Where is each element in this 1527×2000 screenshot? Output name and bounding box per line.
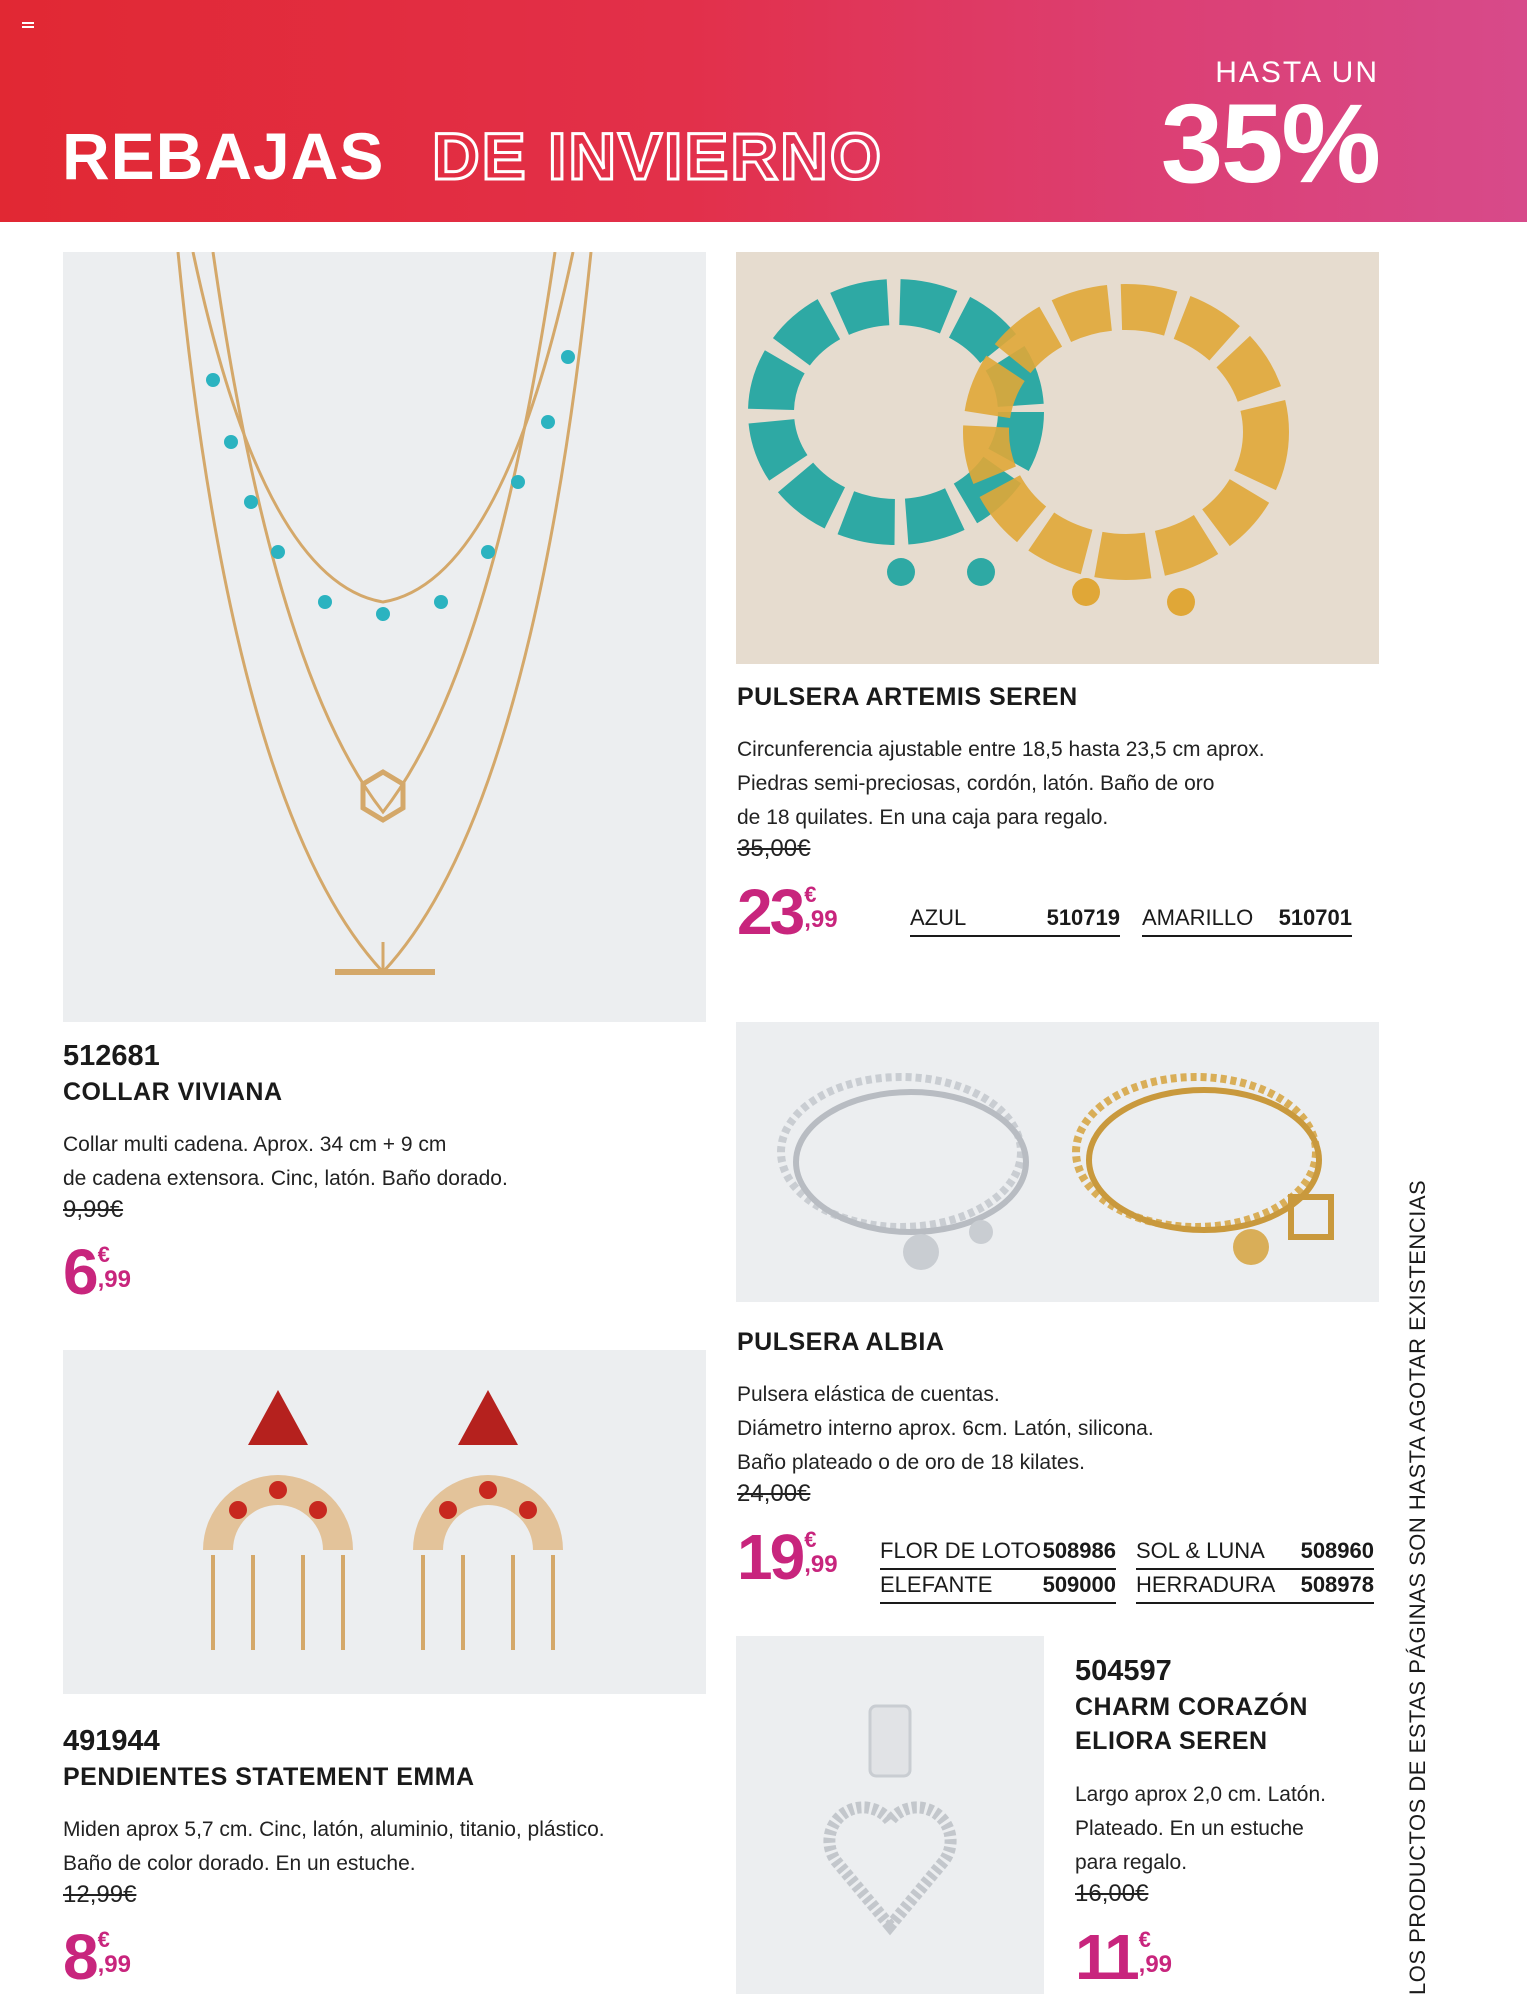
necklace-image <box>63 252 706 1022</box>
banner-title-bold: REBAJAS <box>62 119 385 193</box>
charm-price-cents: ,99 <box>1138 1951 1173 1978</box>
variant-name: HERRADURA <box>1136 1572 1276 1597</box>
artemis-name: PULSERA ARTEMIS SEREN <box>737 683 1078 711</box>
bracelets-silver-gold-image <box>736 1022 1379 1302</box>
emma-desc-2: Baño de color dorado. En un estuche. <box>63 1852 416 1875</box>
albia-price-int: 19 <box>737 1521 803 1593</box>
emma-price-cents: ,99 <box>97 1951 131 1978</box>
collar-price-int: 6 <box>63 1236 96 1308</box>
artemis-desc-3: de 18 quilates. En una caja para regalo. <box>737 806 1109 829</box>
albia-desc-1: Pulsera elástica de cuentas. <box>737 1383 1000 1406</box>
variant-name: AMARILLO <box>1142 905 1254 930</box>
albia-variant-elefante <box>880 1572 1116 1604</box>
charm-desc-3: para regalo. <box>1075 1851 1188 1874</box>
charm-code: 504597 <box>1075 1655 1172 1687</box>
promo-prefix: HASTA UN <box>1215 56 1379 89</box>
charm-price-currency: € <box>1138 1927 1151 1952</box>
charm-name-2: ELIORA SEREN <box>1075 1727 1268 1755</box>
collar-name: COLLAR VIVIANA <box>63 1078 283 1106</box>
variant-code: 508978 <box>1300 1572 1374 1597</box>
variant-code: 508986 <box>1042 1538 1116 1563</box>
albia-desc-3: Baño plateado o de oro de 18 kilates. <box>737 1451 1085 1474</box>
promo-value: 35% <box>1160 81 1379 206</box>
albia-variant-flor-de-loto <box>880 1538 1116 1570</box>
collar-desc-1: Collar multi cadena. Aprox. 34 cm + 9 cm <box>63 1133 447 1156</box>
albia-price-currency: € <box>804 1527 817 1552</box>
albia-variant-sol-luna <box>1136 1538 1374 1570</box>
emma-old-price: 12,99€ <box>63 1881 137 1908</box>
variant-name: ELEFANTE <box>880 1572 993 1597</box>
menu-icon[interactable] <box>22 22 34 30</box>
artemis-old-price: 35,00€ <box>737 835 811 862</box>
variant-name: SOL & LUNA <box>1136 1538 1265 1563</box>
artemis-variant-amarillo <box>1142 905 1352 937</box>
emma-price <box>63 1921 131 1995</box>
variant-code: 510701 <box>1278 905 1352 930</box>
artemis-price-cents: ,99 <box>804 906 838 933</box>
variant-name: FLOR DE LOTO <box>880 1538 1041 1563</box>
albia-desc-2: Diámetro interno aprox. 6cm. Latón, silicona. <box>737 1417 1154 1440</box>
header-banner <box>0 0 1527 222</box>
charm-price-int: 11 <box>1075 1921 1137 1993</box>
artemis-price <box>737 876 838 950</box>
variant-code: 510719 <box>1046 905 1120 930</box>
bracelets-turquoise-amber-image <box>736 252 1379 664</box>
emma-price-currency: € <box>97 1927 110 1952</box>
artemis-desc-2: Piedras semi-preciosas, cordón, latón. Baño de oro <box>737 772 1215 795</box>
artemis-variant-azul <box>910 905 1120 937</box>
albia-price-cents: ,99 <box>804 1551 838 1578</box>
collar-desc-2: de cadena extensora. Cinc, latón. Baño dorado. <box>63 1167 508 1190</box>
artemis-desc-1: Circunferencia ajustable entre 18,5 hasta 23,5 cm aprox. <box>737 738 1265 761</box>
artemis-price-int: 23 <box>737 876 803 948</box>
collar-price-currency: € <box>97 1242 110 1267</box>
earrings-image <box>63 1350 706 1694</box>
charm-name-1: CHARM CORAZÓN <box>1075 1693 1308 1721</box>
collar-old-price: 9,99€ <box>63 1196 124 1223</box>
albia-old-price: 24,00€ <box>737 1480 811 1507</box>
banner-title-outline: DE INVIERNO <box>432 119 884 193</box>
emma-code: 491944 <box>63 1725 160 1757</box>
variant-code: 508960 <box>1300 1538 1374 1563</box>
emma-price-int: 8 <box>63 1921 96 1993</box>
albia-price <box>737 1521 838 1595</box>
albia-name: PULSERA ALBIA <box>737 1328 945 1356</box>
albia-variant-herradura <box>1136 1572 1374 1604</box>
collar-code: 512681 <box>63 1040 160 1072</box>
charm-desc-2: Plateado. En un estuche <box>1075 1817 1304 1840</box>
variant-name: AZUL <box>910 905 967 930</box>
variant-code: 509000 <box>1042 1572 1116 1597</box>
charm-price <box>1075 1921 1173 1995</box>
emma-desc-1: Miden aprox 5,7 cm. Cinc, latón, aluminio, titanio, plástico. <box>63 1818 605 1841</box>
collar-price <box>63 1236 131 1310</box>
artemis-price-currency: € <box>804 882 817 907</box>
heart-charm-image <box>736 1636 1044 1994</box>
charm-old-price: 16,00€ <box>1075 1880 1149 1907</box>
charm-desc-1: Largo aprox 2,0 cm. Latón. <box>1075 1783 1326 1806</box>
stock-disclaimer: LOS PRODUCTOS DE ESTAS PÁGINAS SON HASTA AGOTAR EXISTENCIAS <box>1405 1179 1430 1995</box>
collar-price-cents: ,99 <box>97 1266 131 1293</box>
emma-name: PENDIENTES STATEMENT EMMA <box>63 1763 475 1791</box>
